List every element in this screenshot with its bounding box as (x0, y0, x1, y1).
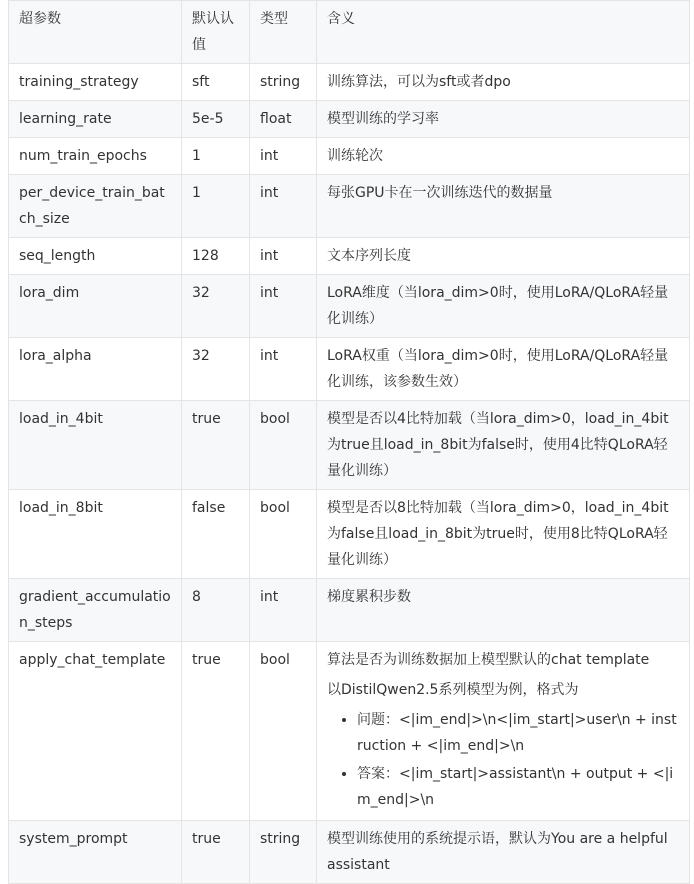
table-row (9, 64, 690, 101)
param-meaning: 模型是否以8比特加载（当lora_dim>0，load_in_4bit为false且load_in_8bit为true时，使用8比特QLoRA轻量化训练） (317, 490, 690, 579)
param-name: load_in_8bit (9, 490, 182, 579)
header-default: 默认认值 (182, 1, 250, 64)
table-header-row (9, 1, 690, 64)
param-name: lora_dim (9, 275, 182, 338)
table-row (9, 490, 690, 579)
header-param: 超参数 (9, 1, 182, 64)
param-meaning: 模型是否以4比特加载（当lora_dim>0，load_in_4bit为true且load_in_8bit为false时，使用4比特QLoRA轻量化训练） (317, 401, 690, 490)
table-row (9, 642, 690, 821)
param-meaning: 模型训练的学习率 (317, 101, 690, 138)
list-item: • 问题：<|im_end|>\n<|im_start|>user\n + instruction + <|im_end|>\n (357, 707, 679, 759)
table-row (9, 401, 690, 490)
param-type: string (250, 821, 317, 884)
chat-template-example-intro: 以DistilQwen2.5系列模型为例，格式为 (327, 682, 579, 698)
table-row (9, 338, 690, 401)
param-meaning: 模型训练使用的系统提示语，默认为You are a helpful assistant (317, 821, 690, 884)
param-name: apply_chat_template (9, 642, 182, 821)
param-default: 8 (182, 579, 250, 642)
table-row (9, 101, 690, 138)
param-default: true (182, 642, 250, 821)
chat-template-description: 算法是否为训练数据加上模型默认的chat template (327, 652, 650, 668)
param-default: sft (182, 64, 250, 101)
param-name: gradient_accumulation_steps (9, 579, 182, 642)
chat-template-format-list (327, 707, 679, 813)
param-type: int (250, 138, 317, 175)
table-row (9, 275, 690, 338)
param-type: int (250, 275, 317, 338)
param-default: 32 (182, 338, 250, 401)
header-type: 类型 (250, 1, 317, 64)
param-type: bool (250, 490, 317, 579)
param-default: 5e-5 (182, 101, 250, 138)
param-type: bool (250, 642, 317, 821)
param-meaning: LoRA权重（当lora_dim>0时，使用LoRA/QLoRA轻量化训练，该参数生效） (317, 338, 690, 401)
param-meaning: 每张GPU卡在一次训练迭代的数据量 (317, 175, 690, 238)
param-default: 1 (182, 138, 250, 175)
param-type: float (250, 101, 317, 138)
param-meaning: 文本序列长度 (317, 238, 690, 275)
list-item: • 答案：<|im_start|>assistant\n + output + <|im_end|>\n (357, 761, 679, 813)
param-name: training_strategy (9, 64, 182, 101)
param-type: bool (250, 401, 317, 490)
param-default: true (182, 401, 250, 490)
param-meaning: 梯度累积步数 (317, 579, 690, 642)
param-default: 32 (182, 275, 250, 338)
param-default: false (182, 490, 250, 579)
table-row (9, 175, 690, 238)
param-type: int (250, 579, 317, 642)
table-row (9, 238, 690, 275)
param-name: lora_alpha (9, 338, 182, 401)
param-type: int (250, 238, 317, 275)
param-meaning (317, 642, 690, 821)
param-meaning: 训练算法，可以为sft或者dpo (317, 64, 690, 101)
param-meaning: 训练轮次 (317, 138, 690, 175)
param-name: num_train_epochs (9, 138, 182, 175)
param-type: string (250, 64, 317, 101)
hyperparameter-table (8, 0, 690, 884)
param-name: seq_length (9, 238, 182, 275)
param-type: int (250, 338, 317, 401)
param-default: 1 (182, 175, 250, 238)
param-default: 128 (182, 238, 250, 275)
param-name: system_prompt (9, 821, 182, 884)
param-meaning: LoRA维度（当lora_dim>0时，使用LoRA/QLoRA轻量化训练） (317, 275, 690, 338)
table-row (9, 821, 690, 884)
param-name: learning_rate (9, 101, 182, 138)
param-default: true (182, 821, 250, 884)
header-meaning: 含义 (317, 1, 690, 64)
table-row (9, 138, 690, 175)
param-name: per_device_train_batch_size (9, 175, 182, 238)
param-name: load_in_4bit (9, 401, 182, 490)
param-type: int (250, 175, 317, 238)
table-row (9, 579, 690, 642)
